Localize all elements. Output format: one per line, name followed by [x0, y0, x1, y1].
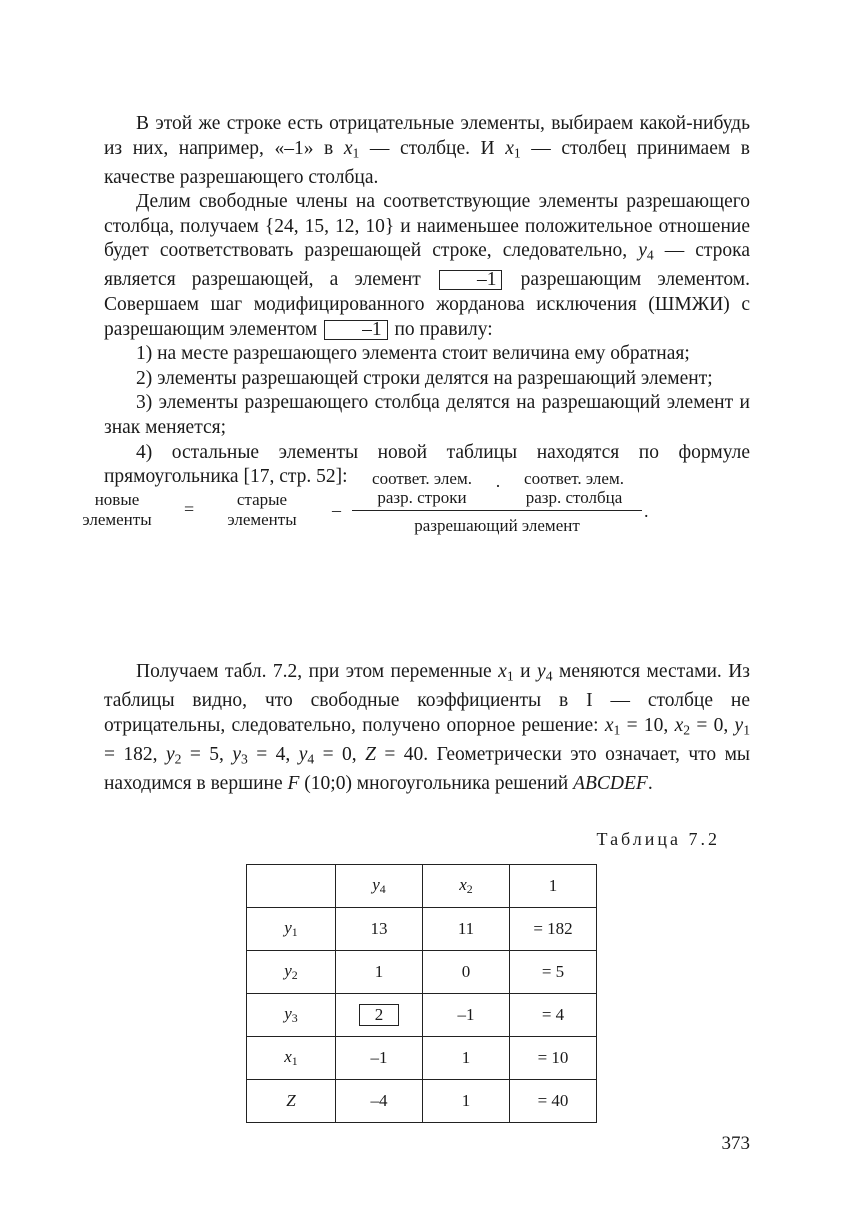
table-cell: –4	[336, 1080, 423, 1123]
table-header-cell: $y_4$	[336, 865, 423, 908]
formula-mid-bottom: элементы	[227, 510, 297, 529]
table-row	[247, 908, 597, 951]
table-cell: 13	[336, 908, 423, 951]
table-cell: –1	[336, 1037, 423, 1080]
page-content	[104, 112, 750, 490]
page-content-2	[104, 660, 750, 796]
table-cell: = 182	[510, 908, 597, 951]
table-cell: = 10	[510, 1037, 597, 1080]
table-row-label: $y_1$	[247, 908, 336, 951]
table-row-label: $y_3$	[247, 994, 336, 1037]
rule-4: 4) остальные элементы новой таблицы находятся по формуле прямоугольника [17, стр. 52]:	[104, 441, 750, 488]
table-header-cell	[247, 865, 336, 908]
formula-dot: ·	[495, 476, 501, 496]
table-header-row	[247, 865, 597, 908]
table-cell: 1	[336, 951, 423, 994]
pivot-box: 2	[359, 1004, 399, 1026]
table-row	[247, 951, 597, 994]
table-row-label: $x_1$	[247, 1037, 336, 1080]
formula-denominator: разрешающий элемент	[414, 516, 580, 535]
formula-num2-top: соответ. элем.	[524, 469, 624, 488]
formula-left-top: новые	[94, 490, 140, 509]
formula-num1-bottom: разр. строки	[377, 488, 467, 507]
rectangle-formula	[52, 466, 652, 546]
table-header-cell: $x_2$	[423, 865, 510, 908]
table-row	[247, 1080, 597, 1123]
table-cell: = 4	[510, 994, 597, 1037]
paragraph-1: В этой же строке есть отрицательные элементы, выбираем какой-нибудь из них, например, «–1» в $x_1$ — столбце. И $x_1$ — столбец принимаем в качестве разрешающего столбца.	[104, 113, 750, 188]
table-cell: –1	[423, 994, 510, 1037]
table-row	[247, 1037, 597, 1080]
paragraph-after-formula: Получаем табл. 7.2, при этом переменные $x_1$ и $y_4$ меняются местами. Из таблицы видно, что свободные коэффициенты в I — столбце не отрицательны, следовательно, получено опорное решение: $x_1 = 10$, $x_2 = 0$, $y_1 = 182$, $y_2 = 5$, $y_3 = 4$, $y_4 = 0$, Z = 40. Геометрически это означает, что мы находимся в вершине F (10;0) многоугольника решений ABCDEF.	[104, 661, 751, 794]
table-cell: 1	[423, 1037, 510, 1080]
formula-num2-bottom: разр. столбца	[525, 488, 623, 507]
table-header-cell: 1	[510, 865, 597, 908]
page-number: 373	[721, 1133, 750, 1154]
formula-end: .	[644, 501, 649, 521]
formula-mid-top: старые	[236, 490, 288, 509]
table-cell: 1	[423, 1080, 510, 1123]
rule-2: 2) элементы разрешающей строки делятся на разрешающий элемент;	[136, 367, 713, 389]
simplex-table	[246, 864, 597, 1123]
formula-minus: –	[332, 500, 341, 520]
formula-fraction-line	[352, 510, 642, 511]
table-cell-pivot	[336, 994, 423, 1037]
formula-num1-top: соответ. элем.	[372, 469, 472, 488]
table-row	[247, 994, 597, 1037]
table-cell: 11	[423, 908, 510, 951]
table-row-label: Z	[247, 1080, 336, 1123]
table-caption: Таблица 7.2	[596, 829, 720, 849]
table-cell: = 5	[510, 951, 597, 994]
table-cell: = 40	[510, 1080, 597, 1123]
rule-1: 1) на месте разрешающего элемента стоит величина ему обратная;	[136, 343, 690, 365]
table-row-label: $y_2$	[247, 951, 336, 994]
rule-3: 3) элементы разрешающего столбца делятся на разрешающий элемент и знак меняется;	[104, 392, 750, 438]
table-cell: 0	[423, 951, 510, 994]
formula-equals: =	[184, 499, 195, 519]
paragraph-2: Делим свободные члены на соответствующие элементы разрешающего столбца, получаем {24, 15, 12, 10} и наименьшее положительное отношение будет соответствовать разрешающей строке, следовательно, $y_4$ — строка является разрешающей, а элемент –1 разрешающим элементом. Совершаем шаг модифицированного жорданова исключения (ШМЖИ) с разрешающим элементом –1 по правилу:	[104, 191, 751, 340]
formula-left-bottom: элементы	[82, 510, 152, 529]
